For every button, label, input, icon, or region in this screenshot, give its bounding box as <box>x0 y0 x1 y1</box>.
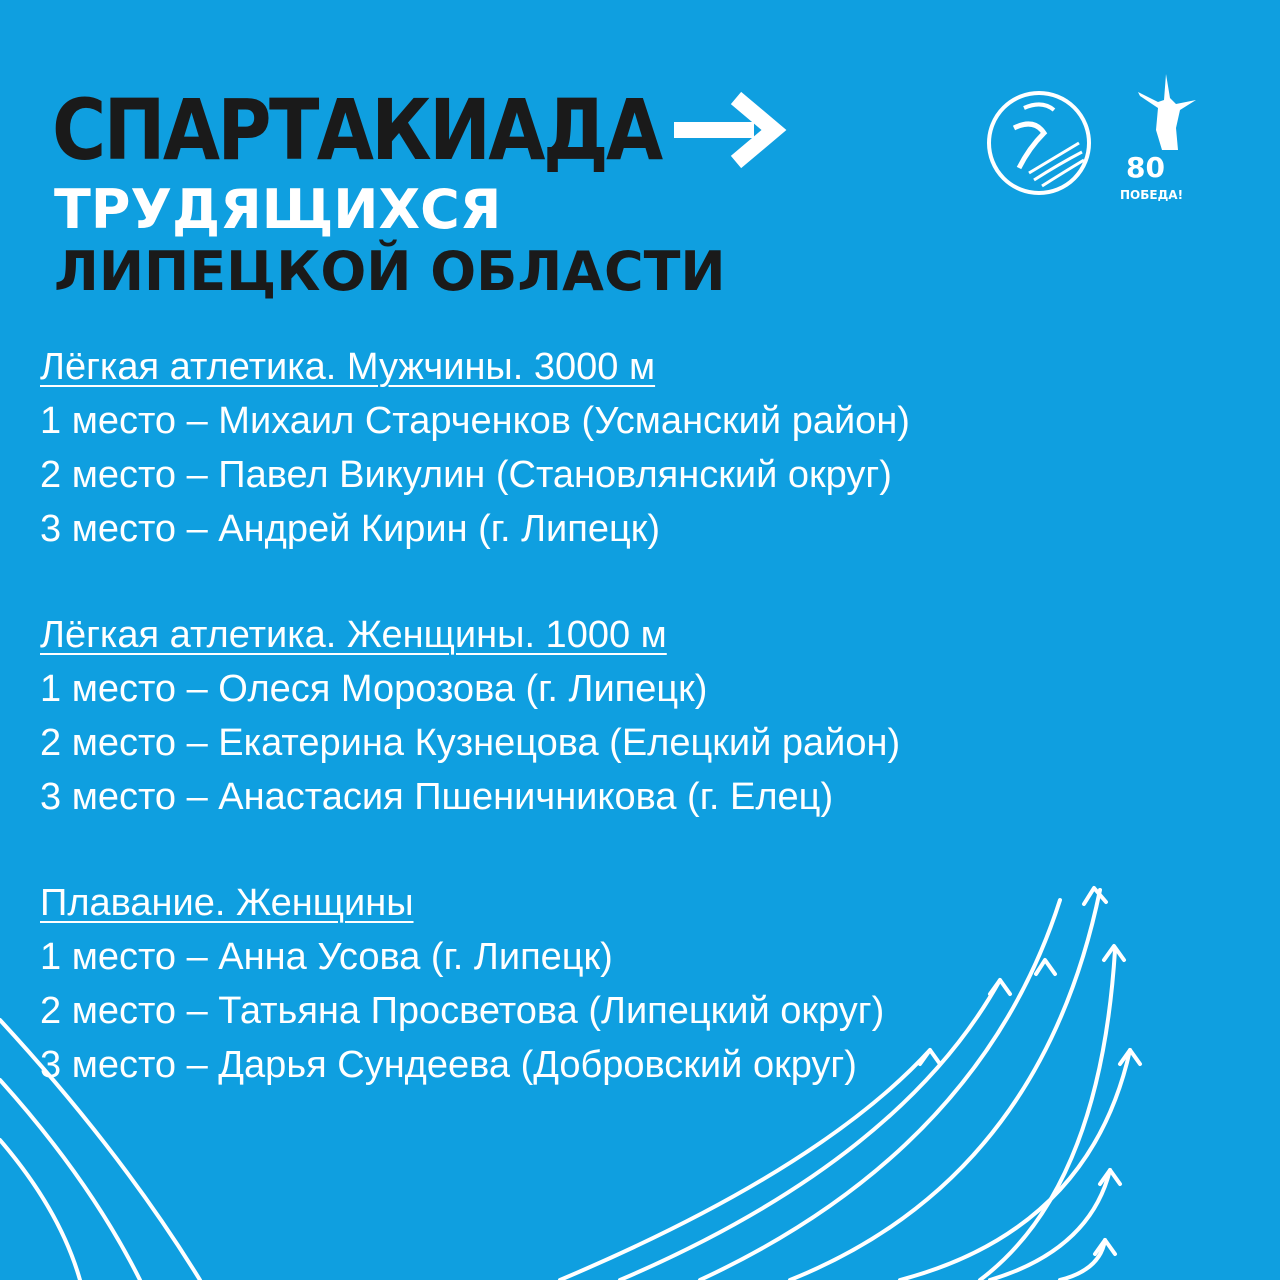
victory-text: ПОБЕДА! <box>1120 188 1184 202</box>
section-heading: Лёгкая атлетика. Мужчины. 3000 м <box>40 346 656 388</box>
subtitle-line1: ТРУДЯЩИХСЯ <box>54 178 502 241</box>
victory-80-logo <box>1118 70 1208 210</box>
result-line: 2 место – Павел Викулин (Становлянский округ) <box>40 454 892 496</box>
section-athletics-women <box>40 608 910 824</box>
result-line: 3 место – Андрей Кирин (г. Липецк) <box>40 508 661 550</box>
result-line: 3 место – Анастасия Пшеничникова (г. Елец) <box>40 776 834 818</box>
spartakiada-logo-icon <box>984 88 1094 198</box>
result-line: 2 место – Татьяна Просветова (Липецкий округ) <box>40 990 885 1032</box>
results-content <box>40 340 910 1144</box>
section-athletics-men <box>40 340 910 556</box>
result-line: 2 место – Екатерина Кузнецова (Елецкий район) <box>40 722 901 764</box>
result-line: 1 место – Олеся Морозова (г. Липецк) <box>40 668 708 710</box>
arrow-right-icon <box>674 90 794 170</box>
victory-number: 80 <box>1126 151 1165 184</box>
section-swimming-women <box>40 876 910 1092</box>
subtitle-line2: ЛИПЕЦКОЙ ОБЛАСТИ <box>54 240 726 303</box>
section-heading: Лёгкая атлетика. Женщины. 1000 м <box>40 614 667 656</box>
result-line: 1 место – Анна Усова (г. Липецк) <box>40 936 613 978</box>
title-row <box>52 80 794 180</box>
page-title: СПАРТАКИАДА <box>52 81 661 179</box>
result-line: 3 место – Дарья Сундеева (Добровский округ) <box>40 1044 857 1086</box>
section-heading: Плавание. Женщины <box>40 882 414 924</box>
header <box>52 80 794 304</box>
result-line: 1 место – Михаил Старченков (Усманский район) <box>40 400 910 442</box>
